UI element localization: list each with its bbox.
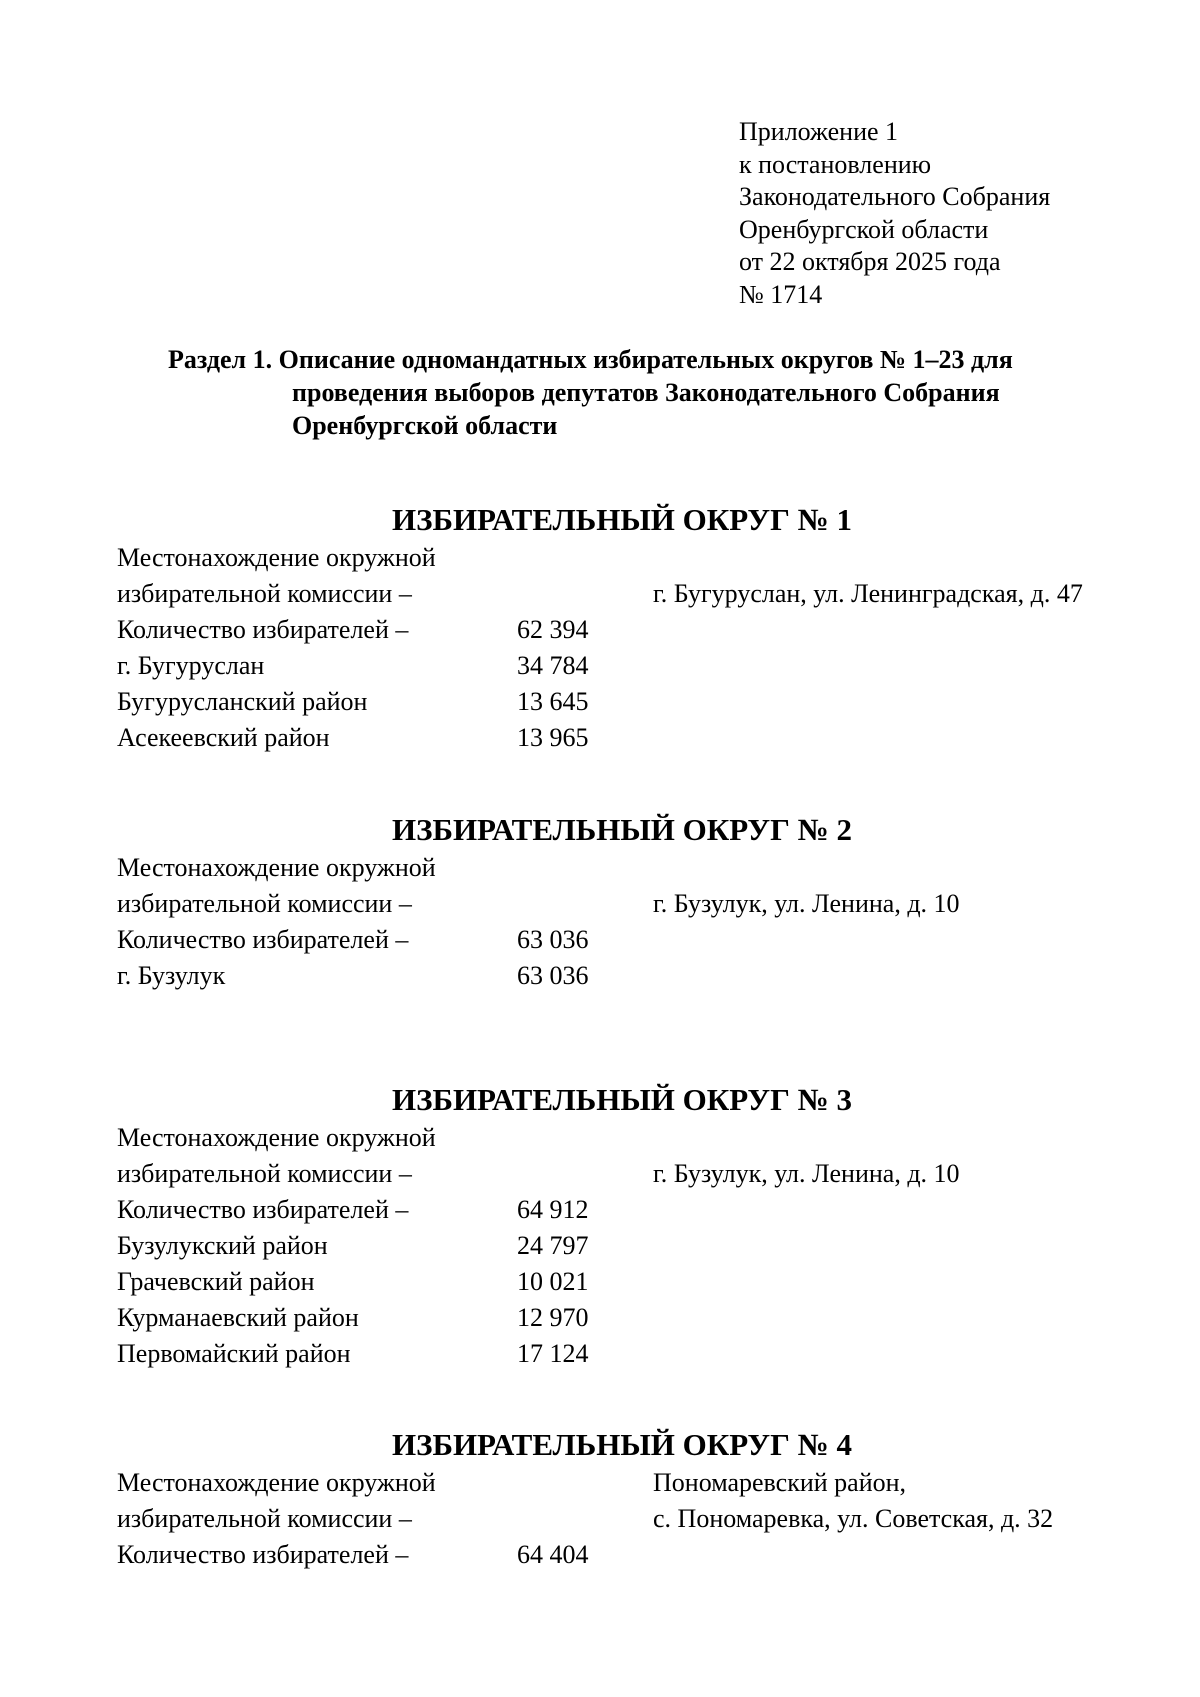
voters-label: Количество избирателей – [117, 925, 409, 954]
commission-location-row [117, 850, 1127, 886]
territory-row [117, 1228, 1127, 1264]
section-title-line: Оренбургской области [292, 411, 558, 440]
appendix-line: к постановлению [739, 149, 932, 179]
territory-row [117, 720, 1127, 756]
commission-address: с. Пономаревка, ул. Советская, д. 32 [653, 1504, 1054, 1533]
voters-label: Количество избирателей – [117, 1195, 409, 1224]
section-title-line: проведения выборов депутатов Законодательного Собрания [292, 378, 1000, 407]
commission-address: г. Бузулук, ул. Ленина, д. 10 [653, 889, 960, 918]
appendix-line: Оренбургской области [739, 214, 989, 244]
commission-location-row [117, 540, 1127, 576]
commission-address: г. Бугуруслан, ул. Ленинградская, д. 47 [653, 579, 1083, 608]
location-label: Местонахождение окружной [117, 853, 436, 882]
commission-location-row [117, 1501, 1127, 1537]
appendix-line: № 1714 [739, 279, 823, 309]
territory-name: Бузулукский район [117, 1231, 328, 1260]
location-label: Местонахождение окружной [117, 1468, 436, 1497]
territory-name: г. Бугуруслан [117, 651, 265, 680]
voters-count: 62 394 [517, 615, 589, 644]
appendix-line: Законодательного Собрания [739, 182, 1051, 211]
territory-name: Грачевский район [117, 1267, 315, 1296]
district-title: ИЗБИРАТЕЛЬНЫЙ ОКРУГ № 3 [391, 1082, 853, 1117]
district-4 [117, 1425, 1127, 1573]
section-title-line: Раздел 1. Описание одномандатных избирательных округов № 1–23 для [168, 345, 1013, 374]
territory-voters: 24 797 [517, 1231, 589, 1260]
commission-location-row [117, 576, 1127, 612]
voters-count: 63 036 [517, 925, 589, 954]
appendix-line: Приложение 1 [739, 117, 899, 146]
location-label: избирательной комиссии – [117, 1504, 412, 1533]
territory-name: Курманаевский район [117, 1303, 359, 1332]
territory-voters: 63 036 [517, 961, 589, 990]
territory-row [117, 684, 1127, 720]
district-title: ИЗБИРАТЕЛЬНЫЙ ОКРУГ № 4 [391, 1427, 853, 1462]
district-title: ИЗБИРАТЕЛЬНЫЙ ОКРУГ № 2 [391, 812, 853, 847]
territory-row [117, 1336, 1127, 1372]
district-3 [117, 1080, 1127, 1372]
voters-row [117, 1192, 1127, 1228]
territory-voters: 10 021 [517, 1267, 589, 1296]
commission-location-row [117, 1156, 1127, 1192]
district-title: ИЗБИРАТЕЛЬНЫЙ ОКРУГ № 1 [391, 502, 853, 537]
territory-voters: 17 124 [517, 1339, 589, 1368]
commission-address: г. Бузулук, ул. Ленина, д. 10 [653, 1159, 960, 1188]
location-label: Местонахождение окружной [117, 1123, 436, 1152]
district-2 [117, 810, 1127, 994]
territory-voters: 12 970 [517, 1303, 589, 1332]
location-label: Местонахождение окружной [117, 543, 436, 572]
location-label: избирательной комиссии – [117, 889, 412, 918]
territory-name: Асекеевский район [117, 723, 330, 752]
territory-name: Бугурусланский район [117, 687, 368, 716]
territory-voters: 13 645 [517, 687, 589, 716]
commission-location-row [117, 886, 1127, 922]
territory-name: г. Бузулук [117, 961, 226, 990]
appendix-header [739, 116, 1050, 311]
territory-name: Первомайский район [117, 1339, 351, 1368]
location-label: избирательной комиссии – [117, 579, 412, 608]
commission-location-row [117, 1465, 1127, 1501]
territory-voters: 34 784 [517, 651, 589, 680]
section-title [168, 343, 1013, 442]
commission-location-row [117, 1120, 1127, 1156]
voters-label: Количество избирателей – [117, 1540, 409, 1569]
voters-label: Количество избирателей – [117, 615, 409, 644]
district-1 [117, 500, 1127, 756]
voters-count: 64 404 [517, 1540, 589, 1569]
voters-row [117, 922, 1127, 958]
territory-row [117, 958, 1127, 994]
territory-row [117, 1300, 1127, 1336]
territory-row [117, 648, 1127, 684]
voters-row [117, 1537, 1127, 1573]
appendix-line: от 22 октября 2025 года [739, 247, 1001, 276]
territory-voters: 13 965 [517, 723, 589, 752]
voters-row [117, 612, 1127, 648]
location-label: избирательной комиссии – [117, 1159, 412, 1188]
territory-row [117, 1264, 1127, 1300]
voters-count: 64 912 [517, 1195, 589, 1224]
commission-address: Пономаревский район, [653, 1468, 907, 1497]
